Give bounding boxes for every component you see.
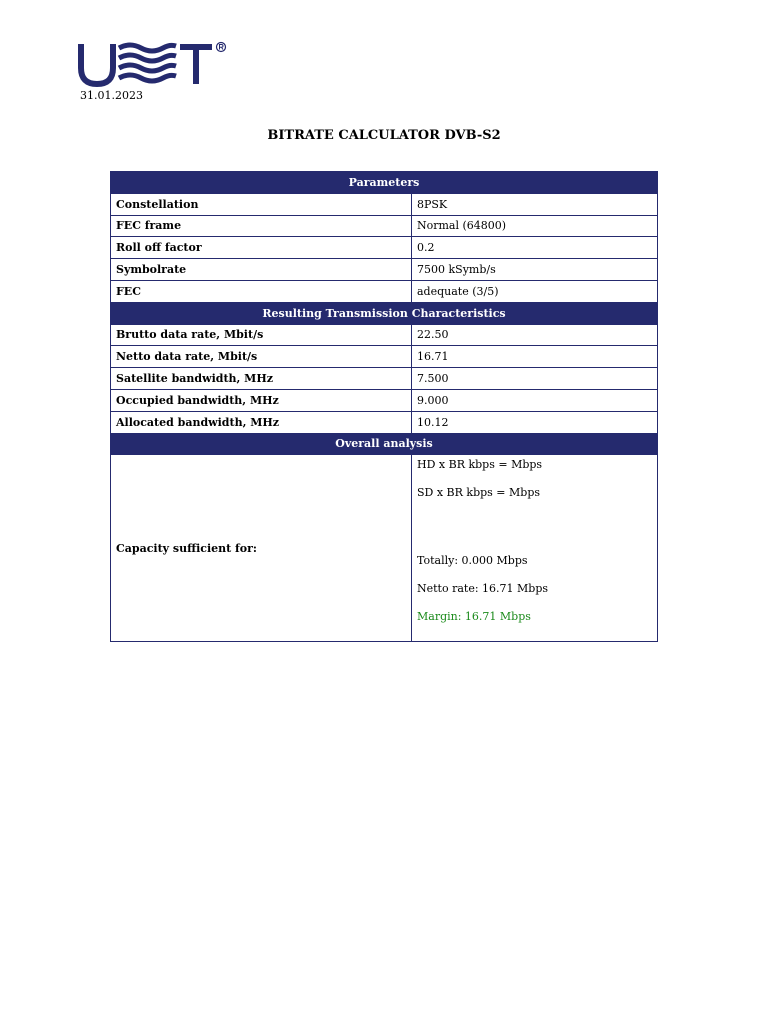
result-value: 16.71 [412, 346, 658, 368]
param-value: 8PSK [412, 193, 658, 215]
table-row [111, 368, 658, 390]
results-heading: Resulting Transmission Characteristics [111, 302, 658, 324]
param-value: Normal (64800) [412, 215, 658, 237]
result-label: Occupied bandwidth, MHz [111, 389, 412, 411]
result-label: Brutto data rate, Mbit/s [111, 324, 412, 346]
result-label: Allocated bandwidth, MHz [111, 411, 412, 433]
table-row [111, 411, 658, 433]
results-header-row [111, 302, 658, 324]
totally-line: Totally: 0.000 Mbps [417, 554, 528, 568]
table-row [111, 389, 658, 411]
result-value: 9.000 [412, 389, 658, 411]
umt-logo [78, 40, 228, 88]
param-label: Symbolrate [111, 259, 412, 281]
parameters-header-row [111, 172, 658, 194]
analysis-heading: Overall analysis [111, 433, 658, 455]
table-row [111, 346, 658, 368]
param-label: FEC frame [111, 215, 412, 237]
table-row [111, 215, 658, 237]
parameters-heading: Parameters [111, 172, 658, 194]
netto-rate-line: Netto rate: 16.71 Mbps [417, 582, 549, 596]
sd-capacity-line: SD x BR kbps = Mbps [417, 486, 541, 500]
capacity-row [111, 455, 658, 642]
analysis-header-row [111, 433, 658, 455]
param-value: adequate (3/5) [412, 280, 658, 302]
param-value: 0.2 [412, 237, 658, 259]
logo-waves [119, 45, 176, 81]
capacity-label: Capacity sufficient for: [111, 455, 412, 642]
bitrate-table [110, 171, 658, 642]
report-date: 31.01.2023 [80, 89, 143, 102]
table-row [111, 237, 658, 259]
capacity-values [412, 455, 658, 642]
result-value: 7.500 [412, 368, 658, 390]
param-value: 7500 kSymb/s [412, 259, 658, 281]
hd-capacity-line: HD x BR kbps = Mbps [417, 458, 543, 472]
result-label: Satellite bandwidth, MHz [111, 368, 412, 390]
capacity-spacer [417, 514, 652, 554]
result-value: 22.50 [412, 324, 658, 346]
logo-letter-t [180, 47, 212, 84]
table-row [111, 280, 658, 302]
page-title: BITRATE CALCULATOR DVB-S2 [267, 128, 501, 143]
table-row [111, 259, 658, 281]
table-row [111, 193, 658, 215]
result-label: Netto data rate, Mbit/s [111, 346, 412, 368]
param-label: Roll off factor [111, 237, 412, 259]
param-label: Constellation [111, 193, 412, 215]
logo-letter-u [81, 44, 113, 84]
param-label: FEC [111, 280, 412, 302]
result-value: 10.12 [412, 411, 658, 433]
table-row [111, 324, 658, 346]
margin-line: Margin: 16.71 Mbps [417, 610, 531, 624]
